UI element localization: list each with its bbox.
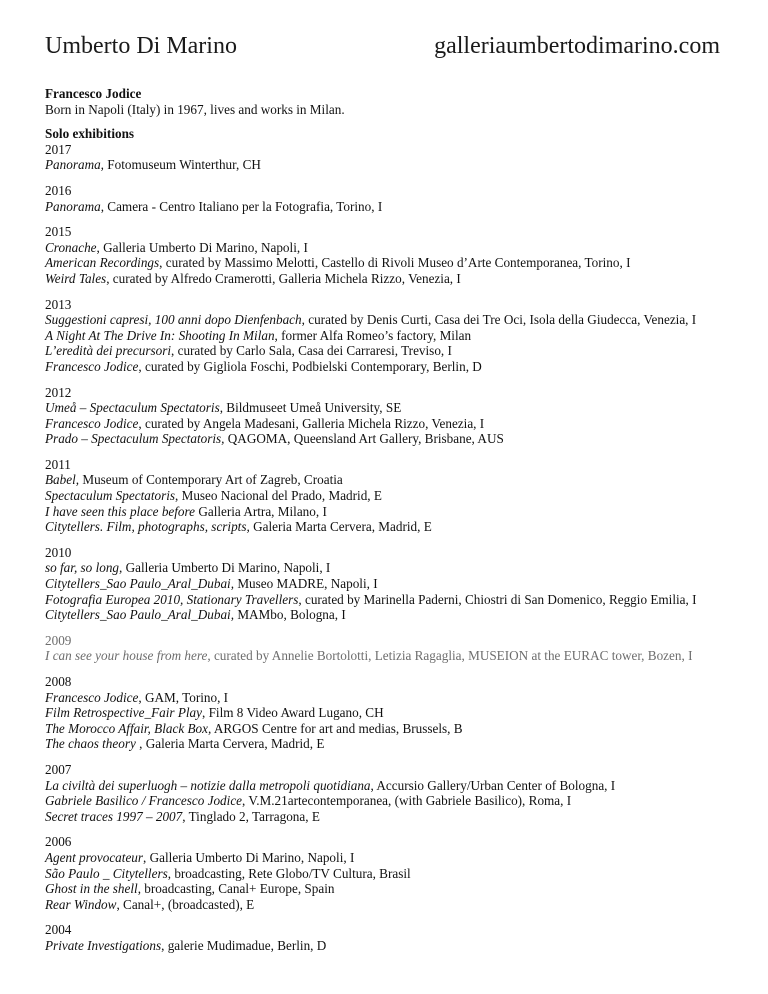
exhibition-details: Galleria Artra, Milano, I [195, 503, 327, 519]
exhibition-details: , curated by Denis Curti, Casa dei Tre Oci, Isola della Giudecca, Venezia, I [301, 312, 697, 328]
exhibition-details: , curated by Annelie Bortolotti, Letizia Ragaglia, MUSEION at the EURAC tower, Bozen, I [207, 648, 693, 664]
exhibition-details: , Galeria Marta Cervera, Madrid, E [135, 736, 325, 752]
year-group-2007 [45, 762, 725, 824]
exhibition-title: Citytellers_Sao Paulo_Aral_Dubai, [45, 607, 235, 623]
exhibition-details: , curated by Carlo Sala, Casa dei Carraresi, Treviso, I [171, 343, 452, 359]
section-title-solo-exhibitions: Solo exhibitions [45, 126, 135, 142]
exhibition-entry [45, 938, 725, 954]
exhibition-title: Francesco Jodice [45, 358, 139, 374]
exhibition-details: Museum of Contemporary Art of Zagreb, Croatia [79, 472, 343, 488]
year-label: 2017 [45, 141, 72, 157]
year-label: 2004 [45, 922, 72, 938]
gallery-website: galleriaumbertodimarino.com [434, 33, 720, 59]
exhibition-title: Private Investigations [45, 937, 162, 953]
exhibition-entry [45, 255, 725, 271]
exhibition-entry [45, 592, 725, 608]
exhibition-title: Agent provocateur [45, 849, 144, 865]
exhibition-entry [45, 431, 725, 447]
exhibition-title: Spectaculum Spectatoris [45, 488, 176, 504]
exhibition-details: , GAM, Torino, I [138, 689, 229, 705]
exhibition-entry [45, 721, 725, 737]
exhibitions-list [45, 142, 725, 954]
exhibition-entry [45, 157, 725, 173]
artist-bio [45, 86, 725, 117]
exhibition-title: The Morocco Affair, Black Box, [45, 720, 212, 736]
exhibition-title: Panorama, [45, 157, 104, 173]
exhibition-details: , galerie Mudimadue, Berlin, D [161, 937, 327, 953]
exhibition-details: Galeria Marta Cervera, Madrid, E [249, 519, 432, 535]
exhibition-title: Film Retrospective_Fair Play [45, 705, 202, 721]
exhibition-details: , broadcasting, Rete Globo/TV Cultura, Brasil [167, 865, 411, 881]
exhibition-entry [45, 897, 725, 913]
exhibition-entry [45, 648, 725, 664]
exhibition-title: Rear Window [45, 896, 117, 912]
year-group-2011 [45, 457, 725, 535]
exhibition-details: , Film 8 Video Award Lugano, CH [201, 705, 384, 721]
year-label: 2012 [45, 384, 72, 400]
exhibition-title: Cronache [45, 239, 97, 255]
year-group-2013 [45, 297, 725, 375]
exhibition-entry [45, 328, 725, 344]
exhibition-entry [45, 359, 725, 375]
exhibition-details: , curated by Alfredo Cramerotti, Galleria Michela Rizzo, Venezia, I [106, 270, 461, 286]
year-label: 2016 [45, 182, 72, 198]
exhibition-details: , Museo Nacional del Prado, Madrid, E [175, 488, 382, 504]
exhibition-details: Galleria Umberto Di Marino, Napoli, I [122, 560, 331, 576]
exhibition-title: I have seen this place before [45, 503, 196, 519]
exhibition-title: American Recordings [45, 255, 160, 271]
year-group-2006 [45, 834, 725, 912]
exhibition-entry [45, 690, 725, 706]
year-label: 2013 [45, 296, 72, 312]
exhibition-title: The chaos theory [45, 736, 136, 752]
exhibition-details: , V.M.21artecontemporanea, (with Gabriele Basilico), Roma, I [242, 793, 572, 809]
exhibition-entry [45, 416, 725, 432]
exhibition-entry [45, 504, 725, 520]
exhibition-entry [45, 809, 725, 825]
exhibition-entry [45, 576, 725, 592]
exhibition-title: Citytellers_Sao Paulo_Aral_Dubai, [45, 576, 235, 592]
exhibition-details: , Camera - Centro Italiano per la Fotografia, Torino, I [100, 198, 383, 214]
exhibition-title: Francesco Jodice [45, 689, 139, 705]
exhibition-entry [45, 343, 725, 359]
year-group-2012 [45, 385, 725, 447]
exhibition-title: Suggestioni capresi, 100 anni dopo Dienfenbach [45, 312, 302, 328]
exhibition-details: , Bildmuseet Umeå University, SE [219, 400, 402, 416]
exhibition-title: La civiltà dei superluogh – notizie dalla metropoli quotidiana [45, 777, 371, 793]
year-label: 2007 [45, 761, 72, 777]
exhibition-title: Gabriele Basilico / Francesco Jodice [45, 793, 243, 809]
year-label: 2009 [45, 632, 72, 648]
exhibition-entry [45, 271, 725, 287]
year-label: 2006 [45, 834, 72, 850]
year-group-2008 [45, 674, 725, 752]
year-label: 2015 [45, 224, 72, 240]
exhibition-details: ARGOS Centre for art and medias, Brussels, B [211, 720, 463, 736]
cv-content [45, 86, 725, 954]
exhibition-details: , curated by Marinella Paderni, Chiostri di San Domenico, Reggio Emilia, I [298, 591, 697, 607]
exhibition-entry [45, 400, 725, 416]
exhibition-title: so far, so long, [45, 560, 123, 576]
exhibition-title: A Night At The Drive In: Shooting In Milan [45, 327, 275, 343]
gallery-name: Umberto Di Marino [45, 33, 237, 59]
exhibition-title: I can see your house from here [45, 648, 208, 664]
exhibition-entry [45, 778, 725, 794]
year-group-2015 [45, 224, 725, 286]
exhibition-details: Fotomuseum Winterthur, CH [103, 157, 261, 173]
exhibition-title: Babel, [45, 472, 80, 488]
exhibition-details: , curated by Angela Madesani, Galleria Michela Rizzo, Venezia, I [138, 415, 485, 431]
exhibition-entry [45, 866, 725, 882]
year-group-2010 [45, 545, 725, 623]
exhibition-details: MAMbo, Bologna, I [234, 607, 346, 623]
year-group-2017 [45, 142, 725, 173]
exhibition-details: , Tinglado 2, Tarragona, E [182, 808, 320, 824]
exhibition-entry [45, 199, 725, 215]
exhibition-details: Museo MADRE, Napoli, I [234, 576, 378, 592]
exhibition-details: , curated by Massimo Melotti, Castello di Rivoli Museo d’Arte Contemporanea, Torino, I [159, 255, 631, 271]
exhibition-title: Prado – Spectaculum Spectatoris, [45, 431, 225, 447]
exhibition-entry [45, 472, 725, 488]
exhibition-title: São Paulo _ Citytellers [45, 865, 168, 881]
exhibition-title: L’eredità dei precursori [45, 343, 171, 359]
page-header [45, 30, 720, 66]
exhibition-entry [45, 793, 725, 809]
exhibition-details: , curated by Gigliola Foschi, Podbielski Contemporary, Berlin, D [138, 358, 482, 374]
exhibition-details: QAGOMA, Queensland Art Gallery, Brisbane, AUS [224, 431, 504, 447]
exhibition-entry [45, 607, 725, 623]
exhibition-details: , Galleria Umberto Di Marino, Napoli, I [96, 239, 308, 255]
exhibition-title: Panorama [45, 198, 101, 214]
exhibition-entry [45, 488, 725, 504]
exhibition-details: , broadcasting, Canal+ Europe, Spain [137, 881, 335, 897]
exhibition-entry [45, 850, 725, 866]
year-group-2016 [45, 183, 725, 214]
exhibition-entry [45, 519, 725, 535]
exhibition-details: , Canal+, (broadcasted), E [116, 896, 255, 912]
artist-name: Francesco Jodice [45, 86, 142, 101]
exhibition-title: Umeå – Spectaculum Spectatoris [45, 400, 220, 416]
exhibition-entry [45, 312, 725, 328]
exhibition-entry [45, 881, 725, 897]
exhibition-entry [45, 240, 725, 256]
year-label: 2008 [45, 674, 72, 689]
exhibition-details: , former Alfa Romeo’s factory, Milan [274, 327, 472, 343]
exhibition-entry [45, 736, 725, 752]
exhibition-title: Fotografia Europea 2010, Stationary Travellers [45, 591, 299, 607]
exhibition-details: , Accursio Gallery/Urban Center of Bologna, I [370, 777, 616, 793]
year-group-2004 [45, 922, 725, 953]
exhibition-title: Citytellers. Film, photographs, scripts, [45, 519, 250, 535]
exhibition-entry [45, 560, 725, 576]
year-label: 2011 [45, 456, 71, 472]
exhibition-entry [45, 705, 725, 721]
exhibition-title: Secret traces 1997 – 2007 [45, 808, 183, 824]
year-label: 2010 [45, 544, 72, 560]
year-group-2009 [45, 633, 725, 664]
exhibition-title: Ghost in the shell [45, 881, 138, 897]
exhibition-details: , Galleria Umberto Di Marino, Napoli, I [143, 849, 355, 865]
artist-bio-text: Born in Napoli (Italy) in 1967, lives and works in Milan. [45, 101, 345, 117]
exhibition-title: Francesco Jodice [45, 415, 139, 431]
exhibition-title: Weird Tales [45, 270, 107, 286]
